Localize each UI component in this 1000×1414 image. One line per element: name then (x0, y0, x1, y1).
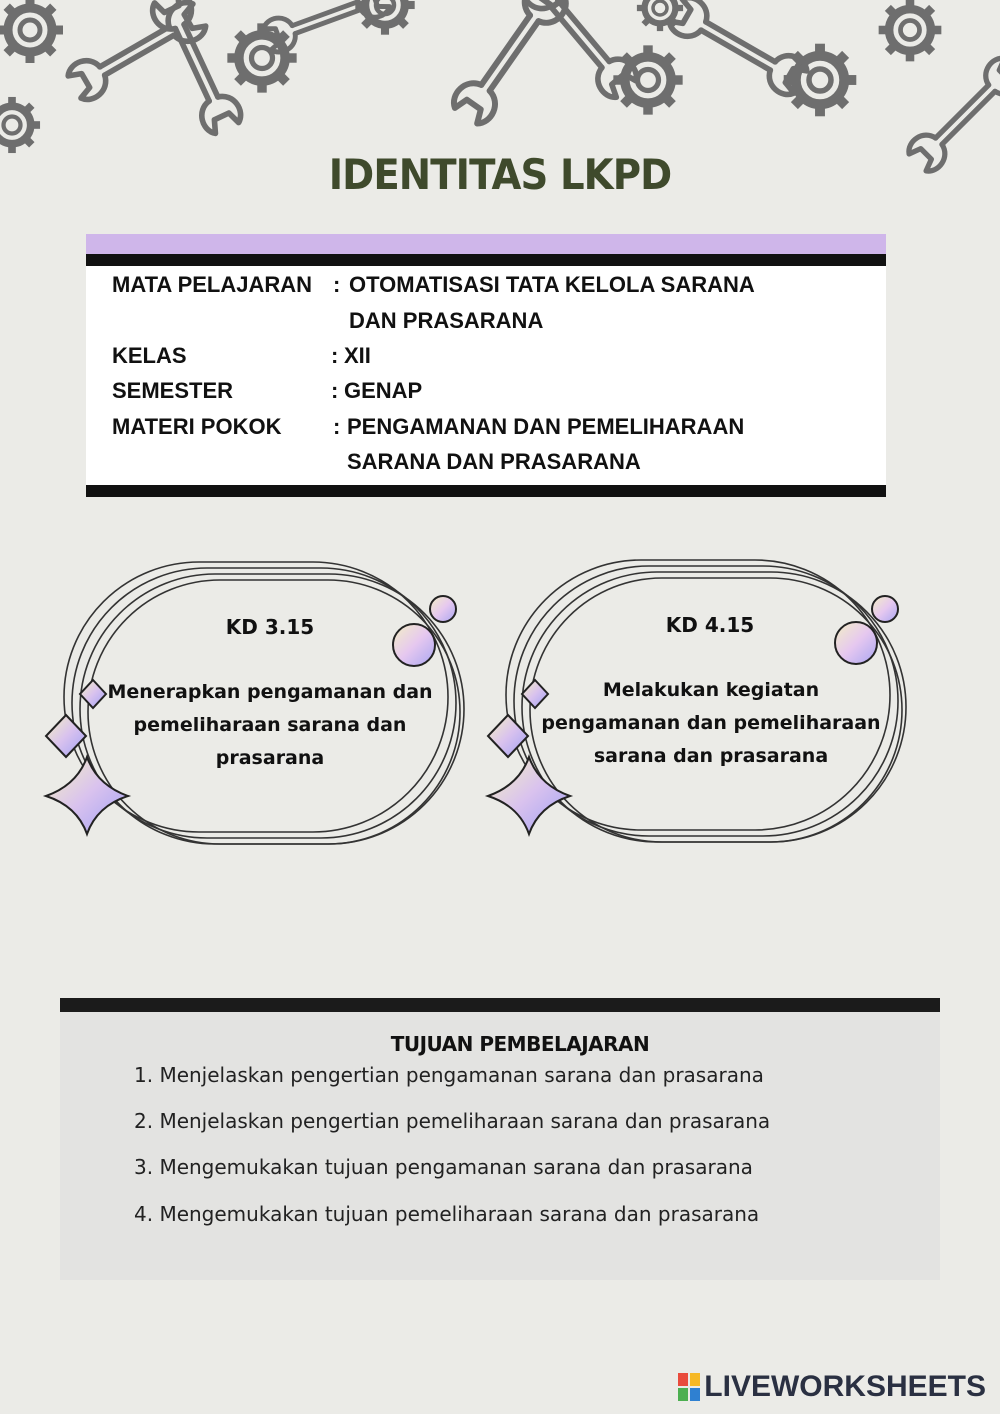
identity-value-subject: OTOMATISASI TATA KELOLA SARANA (349, 272, 755, 297)
identity-value-subject-line2: DAN PRASARANA (349, 308, 544, 333)
identity-label-class: KELAS (112, 343, 187, 368)
kd1-text-line: prasarana (215, 747, 325, 769)
identity-label-semester: SEMESTER (112, 378, 234, 403)
identity-top-bar (86, 254, 886, 266)
identity-value-topic: PENGAMANAN DAN PEMELIHARAAN (347, 414, 745, 439)
identity-purple-bar (86, 234, 886, 254)
kd2-title: KD 4.15 (665, 613, 755, 637)
identity-value-class: XII (344, 343, 371, 368)
identity-value-topic-line2: SARANA DAN PRASARANA (347, 449, 641, 474)
kd1-text (100, 676, 440, 775)
kd2-text-line: Melakukan kegiatan (602, 679, 820, 701)
brand-name: LIVEWORKSHEETS (704, 1370, 986, 1403)
page-title: IDENTITAS LKPD (328, 150, 672, 199)
kd1-title: KD 3.15 (225, 615, 315, 639)
identity-label-topic: MATERI POKOK (112, 414, 282, 439)
identity-sep-subject: : (333, 272, 341, 297)
kd2-text-line: sarana dan prasarana (593, 745, 829, 767)
identity-value-semester: GENAP (344, 378, 423, 403)
objectives-top-bar (60, 998, 940, 1012)
identity-sep-class: : (331, 343, 339, 368)
objective-item: 3. Mengemukakan tujuan pengamanan sarana dan prasarana (134, 1155, 753, 1179)
kd2-text (536, 674, 886, 773)
identity-sep-semester: : (331, 378, 339, 403)
identity-sep-topic: : (333, 414, 341, 439)
objectives-title: TUJUAN PEMBELAJARAN (390, 1032, 650, 1056)
liveworksheets-logo-icon (678, 1373, 700, 1401)
kd2-text-line: pengamanan dan pemeliharaan (541, 712, 881, 734)
kd1-text-line: Menerapkan pengamanan dan (107, 681, 433, 703)
objective-item: 4. Mengemukakan tujuan pemeliharaan sarana dan prasarana (134, 1202, 760, 1226)
identity-label-subject: MATA PELAJARAN (112, 272, 313, 297)
liveworksheets-brand[interactable] (678, 1370, 986, 1404)
objective-item: 2. Menjelaskan pengertian pemeliharaan sarana dan prasarana (134, 1109, 771, 1133)
identity-bottom-bar (86, 485, 886, 497)
objective-item: 1. Menjelaskan pengertian pengamanan sarana dan prasarana (134, 1063, 764, 1087)
kd1-text-line: pemeliharaan sarana dan (133, 714, 407, 736)
